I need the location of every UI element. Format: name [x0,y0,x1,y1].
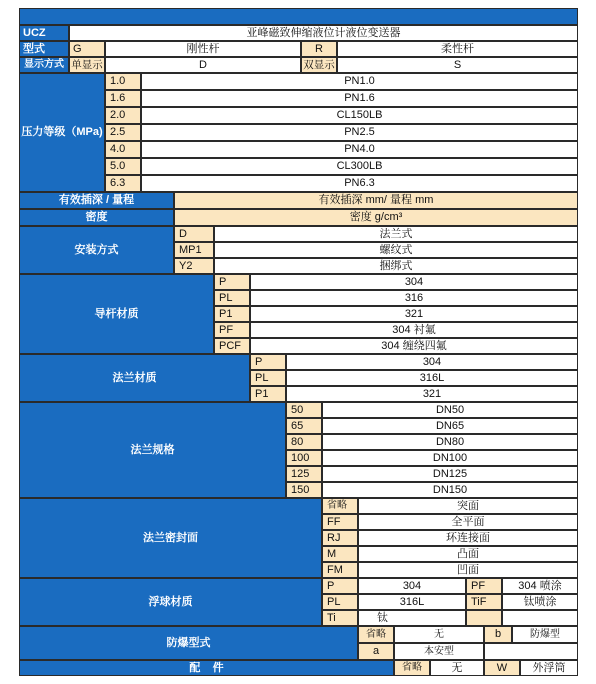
flange-spec-value: DN125 [322,466,578,482]
accessory-code: 省略 [394,660,430,676]
pressure-value: PN1.6 [141,90,578,107]
rod-material-code: P1 [214,306,250,322]
rod-material-code: PCF [214,338,250,354]
pressure-code: 5.0 [105,158,141,175]
table-header-bar [19,8,578,25]
flange-material-code: PL [250,370,286,386]
pressure-code: 4.0 [105,141,141,158]
flange-spec-value: DN80 [322,434,578,450]
flange-seal-code: M [322,546,358,562]
product-title: 亚峰磁致伸缩液位计液位变送器 [69,25,578,41]
flange-seal-code: 省略 [322,498,358,514]
flange-spec-code: 65 [286,418,322,434]
flange-material-value: 321 [286,386,578,402]
flange-seal-code: FM [322,562,358,578]
explosion-value: 本安型 [394,643,484,660]
pressure-code: 1.6 [105,90,141,107]
rod-material-value: 304 缠绕四氟 [250,338,578,354]
single-display-code: D [105,57,301,73]
explosion-code: 省略 [358,626,394,643]
depth-value: 有效插深 mm/ 量程 mm [174,192,578,209]
flange-seal-value: 凸面 [358,546,578,562]
float-material-code: PF [466,578,502,594]
single-display: 单显示 [69,57,105,73]
pressure-value: CL150LB [141,107,578,124]
rod-material-label: 导杆材质 [19,274,214,354]
flange-spec-value: DN65 [322,418,578,434]
explosion-code: a [358,643,394,660]
accessory-code: W [484,660,520,676]
explosion-value: 防爆型 [512,626,578,643]
float-material-code: P [322,578,358,594]
display-mode-label: 显示方式 [19,57,69,73]
float-material-label: 浮球材质 [19,578,322,626]
pressure-value: CL300LB [141,158,578,175]
flange-seal-value: 全平面 [358,514,578,530]
pressure-code: 2.0 [105,107,141,124]
pressure-label: 压力等级（MPa) [19,73,105,192]
model-type-label: 型式 [19,41,69,57]
float-material-value: 304 [358,578,466,594]
float-material-code: Ti [322,610,358,626]
rod-material-value: 304 [250,274,578,290]
flexible-desc: 柔性杆 [337,41,578,57]
flange-seal-value: 凹面 [358,562,578,578]
flange-material-label: 法兰材质 [19,354,250,402]
rod-material-code: P [214,274,250,290]
double-display-code: S [337,57,578,73]
flange-spec-code: 100 [286,450,322,466]
mounting-value: 捆绑式 [214,258,578,274]
density-value: 密度 g/cm³ [174,209,578,226]
flexible-code: R [301,41,337,57]
explosion-empty [484,643,578,660]
float-material-code: TiF [466,594,502,610]
density-label: 密度 [19,209,174,226]
rod-material-code: PL [214,290,250,306]
accessory-label: 配 件 [19,660,394,676]
rod-material-value: 304 衬氟 [250,322,578,338]
pressure-value: PN4.0 [141,141,578,158]
rod-material-value: 316 [250,290,578,306]
mounting-code: D [174,226,214,242]
pressure-value: PN2.5 [141,124,578,141]
float-material-value: 钛喷涂 [502,594,578,610]
float-material-code [466,610,502,626]
depth-label: 有效插深 / 量程 [19,192,174,209]
flange-spec-code: 80 [286,434,322,450]
explosion-value: 无 [394,626,484,643]
model-code: UCZ [19,25,69,41]
accessory-value: 外浮筒 [520,660,578,676]
flange-seal-code: RJ [322,530,358,546]
pressure-code: 1.0 [105,73,141,90]
mounting-value: 螺纹式 [214,242,578,258]
float-material-value: 316L [358,594,466,610]
flange-spec-code: 125 [286,466,322,482]
flange-material-code: P1 [250,386,286,402]
accessory-value: 无 [430,660,484,676]
double-display: 双显示 [301,57,337,73]
rigid-desc: 刚性杆 [105,41,301,57]
float-material-value: 钛 [358,610,466,626]
flange-seal-value: 突面 [358,498,578,514]
explosion-code: b [484,626,512,643]
mounting-code: MP1 [174,242,214,258]
pressure-value: PN6.3 [141,175,578,192]
flange-material-code: P [250,354,286,370]
spec-table [19,8,578,676]
rod-material-code: PF [214,322,250,338]
flange-seal-value: 环连接面 [358,530,578,546]
explosion-proof-label: 防爆型式 [19,626,358,660]
flange-material-value: 304 [286,354,578,370]
pressure-value: PN1.0 [141,73,578,90]
flange-spec-code: 150 [286,482,322,498]
float-material-value [502,610,578,626]
pressure-code: 6.3 [105,175,141,192]
rigid-code: G [69,41,105,57]
flange-spec-label: 法兰规格 [19,402,286,498]
flange-spec-value: DN150 [322,482,578,498]
flange-spec-value: DN50 [322,402,578,418]
mounting-label: 安装方式 [19,226,174,274]
flange-seal-code: FF [322,514,358,530]
flange-material-value: 316L [286,370,578,386]
float-material-code: PL [322,594,358,610]
mounting-code: Y2 [174,258,214,274]
rod-material-value: 321 [250,306,578,322]
mounting-value: 法兰式 [214,226,578,242]
flange-spec-value: DN100 [322,450,578,466]
flange-seal-label: 法兰密封面 [19,498,322,578]
float-material-value: 304 喷涂 [502,578,578,594]
pressure-code: 2.5 [105,124,141,141]
flange-spec-code: 50 [286,402,322,418]
